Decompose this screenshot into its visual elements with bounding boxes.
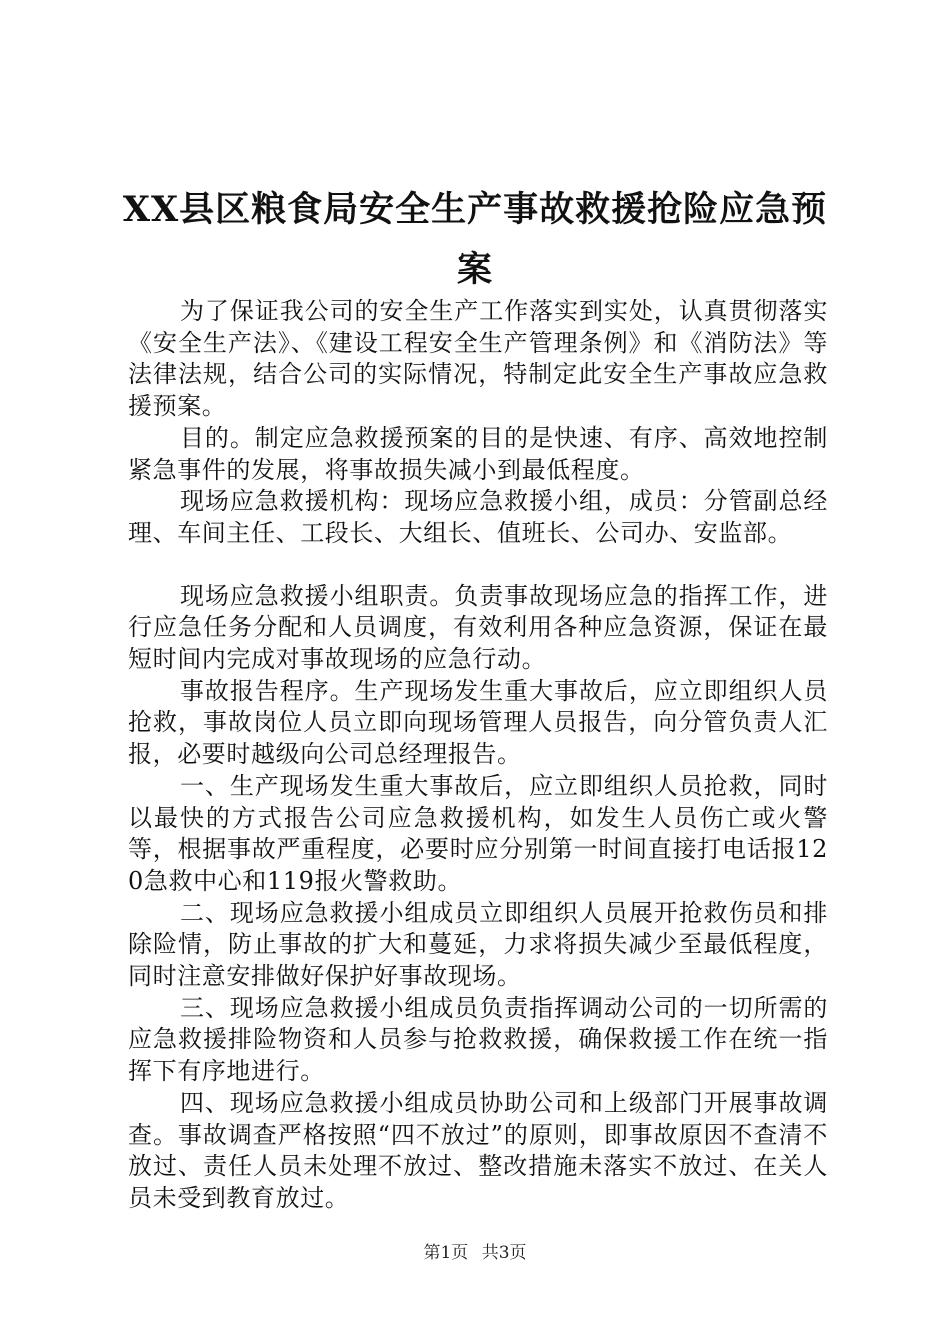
paragraph-item-3: 三、现场应急救援小组成员负责指挥调动公司的一切所需的应急救援排险物资和人员参与抢救救援，确保救援工作在统一指挥下有序地进行。 [128,993,828,1086]
document-body [128,296,828,1215]
title-line-1: XX县区粮食局安全生产事故救援抢险应急预 [122,189,828,230]
paragraph-item-2: 二、现场应急救援小组成员立即组织人员展开抢救伤员和排除险情，防止事故的扩大和蔓延，力求将损失减少至最低程度，同时注意安排做好保护好事故现场。 [128,898,828,991]
paragraph-item-4: 四、现场应急救援小组成员协助公司和上级部门开展事故调查。事故调查严格按照“四不放过”的原则，即事故原因不查清不放过、责任人员未处理不放过、整改措施未落实不放过、在关人员未受到教育放过。 [128,1088,828,1212]
paragraph-report-procedure: 事故报告程序。生产现场发生重大事故后，应立即组织人员抢救，事故岗位人员立即向现场管理人员报告，向分管负责人汇报，必要时越级向公司总经理报告。 [128,676,828,769]
page-footer [0,1242,950,1264]
paragraph-team-duties: 现场应急救援小组职责。负责事故现场应急的指挥工作，进行应急任务分配和人员调度，有效利用各种应急资源，保证在最短时间内完成对事故现场的应急行动。 [128,581,828,674]
page-number: 第1页 [423,1243,469,1263]
title-line-2: 案 [456,249,493,290]
paragraph-intro: 为了保证我公司的安全生产工作落实到实处，认真贯彻落实《安全生产法》、《建设工程安全生产管理条例》和《消防法》等法律法规，结合公司的实际情况，特制定此安全生产事故应急救援预案。 [128,297,828,421]
paragraph-item-1: 一、生产现场发生重大事故后，应立即组织人员抢救，同时以最快的方式报告公司应急救援机构，如发生人员伤亡或火警等，根据事故严重程度，必要时应分别第一时间直接打电话报120急救中心和119报火警救助。 [128,771,828,895]
document-title [118,180,832,300]
page-total: 共3页 [481,1243,527,1263]
paragraph-purpose: 目的。制定应急救援预案的目的是快速、有序、高效地控制紧急事件的发展，将事故损失减小到最低程度。 [128,423,828,484]
paragraph-organization: 现场应急救援机构：现场应急救援小组，成员：分管副总经理、车间主任、工段长、大组长、值班长、公司办、安监部。 [128,487,828,547]
